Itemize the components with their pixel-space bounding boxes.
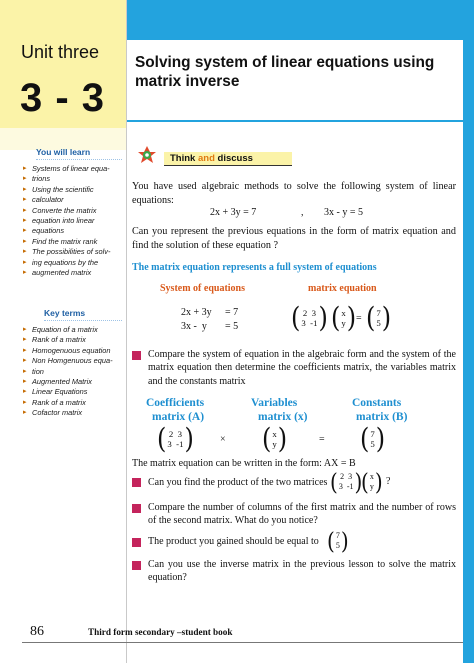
matrix-row: 3 -1 <box>301 318 318 328</box>
system-heading: System of equations <box>160 283 246 294</box>
blue-heading: The matrix equation represents a full system of equations <box>132 262 377 273</box>
right-paren: ) <box>340 527 349 555</box>
terms-box <box>22 308 122 419</box>
coefficient-matrix <box>291 301 328 335</box>
bullet-product-equal-text: The product you gained should be equal to <box>148 536 319 547</box>
page-number: 86 <box>30 624 44 639</box>
left-paren: ( <box>360 422 370 456</box>
product-matrix-a <box>330 470 362 494</box>
constants-title: Constants <box>352 397 402 409</box>
bullet-marker <box>132 538 141 547</box>
right-paren: ) <box>277 422 288 456</box>
matrix-row: 2 3 <box>340 472 353 481</box>
unit-box <box>0 0 127 128</box>
left-paren: ( <box>327 527 335 555</box>
matrix-equals: = <box>356 313 362 324</box>
matrix-row: x <box>369 472 374 481</box>
matrix-row: 7 <box>370 429 375 439</box>
matrix-row: 5 <box>370 439 375 449</box>
system-row-1-rhs: = 7 <box>225 307 239 318</box>
right-paren: ) <box>354 468 363 496</box>
term-item: ▸ Rank of a matrix <box>22 335 122 345</box>
system-row-2-rhs: = 5 <box>225 321 239 332</box>
bullet-compare-columns-text: Compare the number of columns of the first matrix and the number of rows of the second matrix. What do you notice? <box>148 502 456 527</box>
question-mark: ? <box>386 476 391 487</box>
learn-box <box>22 147 122 278</box>
matrix-row: y <box>369 482 374 491</box>
matrix-body <box>300 308 318 328</box>
term-item: ▸ Homogenuous equation <box>22 346 122 356</box>
right-paren: ) <box>184 422 194 456</box>
left-paren: ( <box>366 301 376 335</box>
left-paren: ( <box>330 468 338 496</box>
bullet-marker <box>132 351 141 360</box>
term-item: ▸ Linear Equations <box>22 387 122 397</box>
term-item: ▸ Non Homgenuous equa- <box>22 356 122 366</box>
term-item: ▸ Equation of a matrix <box>22 325 122 335</box>
matrix-row: y <box>272 439 277 449</box>
bullet-marker <box>132 478 141 487</box>
unit-number: 3 - 3 <box>19 76 106 120</box>
system-row-1-lhs: 2x + 3y <box>181 307 212 318</box>
think-discuss-icon <box>136 144 158 166</box>
left-paren: ( <box>157 422 167 456</box>
matrix-row: 3 -1 <box>338 482 354 491</box>
learn-item: ▸ equation into linear <box>22 216 122 226</box>
learn-item: ▸ calculator <box>22 195 122 205</box>
right-paren: ) <box>346 301 357 335</box>
matrix-row: y <box>341 318 346 328</box>
right-paren: ) <box>381 301 392 335</box>
variables-sub: matrix (x) <box>258 411 308 423</box>
learn-item: ▸ Systems of linear equa- <box>22 164 122 174</box>
matrix-row: x <box>341 308 346 318</box>
constant-matrix <box>366 301 392 335</box>
left-paren: ( <box>262 422 272 456</box>
matrix-row: x <box>272 429 277 439</box>
right-paren: ) <box>375 422 386 456</box>
top-bar <box>127 0 474 40</box>
coefficient-matrix-a <box>157 422 194 456</box>
learn-item: ▸ augmented matrix <box>22 268 122 278</box>
matrix-heading: matrix equation <box>308 283 377 294</box>
constants-sub: matrix (B) <box>356 411 408 423</box>
learn-item: ▸ Converte the matrix <box>22 206 122 216</box>
learn-item: ▸ trions <box>22 174 122 184</box>
left-paren: ( <box>331 301 341 335</box>
system-row-2-lhs: 3x - y <box>181 321 207 332</box>
equals-sign: = <box>319 434 325 445</box>
system-comma: , <box>301 207 304 218</box>
learn-list <box>22 164 122 278</box>
variable-matrix <box>331 301 357 335</box>
learn-item: ▸ Find the matrix rank <box>22 237 122 247</box>
variable-matrix-x <box>262 422 288 456</box>
variables-title: Variables <box>251 397 298 409</box>
learn-item: ▸ The possibilities of solv- <box>22 247 122 257</box>
book-title: Third form secondary –student book <box>88 627 233 637</box>
result-matrix <box>327 529 349 553</box>
matrix-row: 7 <box>376 308 381 318</box>
unit-label: Unit three <box>20 42 100 62</box>
lesson-title: Solving system of linear equations using matrix inverse <box>135 54 435 90</box>
constant-matrix-b <box>360 422 386 456</box>
learn-item: ▸ Using the scientific <box>22 185 122 195</box>
coefficients-title: Coefficients <box>146 397 205 409</box>
matrix-row: 5 <box>376 318 381 328</box>
system-eq2: 3x - y = 5 <box>324 207 363 218</box>
matrix-row: 7 <box>335 531 340 540</box>
matrix-row: 3 -1 <box>167 439 184 449</box>
question-text: Can you represent the previous equations in the form of matrix equation and find the solution of these equation ? <box>132 226 456 251</box>
times-sign: × <box>220 434 226 445</box>
term-item: ▸ Augmented Matrix <box>22 377 122 387</box>
left-paren: ( <box>361 468 369 496</box>
terms-title: Key terms <box>44 308 122 321</box>
learn-item: ▸ equations <box>22 226 122 236</box>
matrix-row: 2 3 <box>168 429 183 439</box>
bullet-marker <box>132 561 141 570</box>
written-form-text: The matrix equation can be written in the form: AX = B <box>132 458 356 469</box>
intro-text: You have used algebraic methods to solve the following system of linear equations: <box>132 181 456 206</box>
term-item: ▸ Rank of a matrix <box>22 398 122 408</box>
term-item: ▸ Cofactor matrix <box>22 408 122 418</box>
learn-item: ▸ ing equations by the <box>22 258 122 268</box>
terms-list <box>22 325 122 419</box>
term-item: ▸ tion <box>22 367 122 377</box>
matrix-row: 2 3 <box>302 308 317 318</box>
right-paren: ) <box>318 301 328 335</box>
learn-title: You will learn <box>36 147 122 160</box>
footer-divider <box>22 642 463 643</box>
matrix-body <box>166 429 184 449</box>
matrix-body <box>338 472 355 492</box>
system-eq1: 2x + 3y = 7 <box>210 207 257 218</box>
bullet-inverse-text: Can you use the inverse matrix in the previous lesson to solve the matrix equation? <box>148 559 456 584</box>
bullet-product-text: Can you find the product of the two matrices <box>148 477 328 488</box>
right-paren: ) <box>374 468 383 496</box>
matrix-row: 5 <box>335 541 340 550</box>
right-strip <box>463 0 474 663</box>
product-matrix-x <box>361 470 383 494</box>
think-discuss-label: Think and discuss <box>164 152 292 166</box>
bullet-marker <box>132 504 141 513</box>
bullet-compare-text: Compare the system of equation in the algebraic form and the system of the matrix equation then determine the coefficients matrix, the variables matrix and the constants matrix <box>148 349 456 387</box>
coefficients-sub: matrix (A) <box>152 411 205 423</box>
left-paren: ( <box>291 301 301 335</box>
